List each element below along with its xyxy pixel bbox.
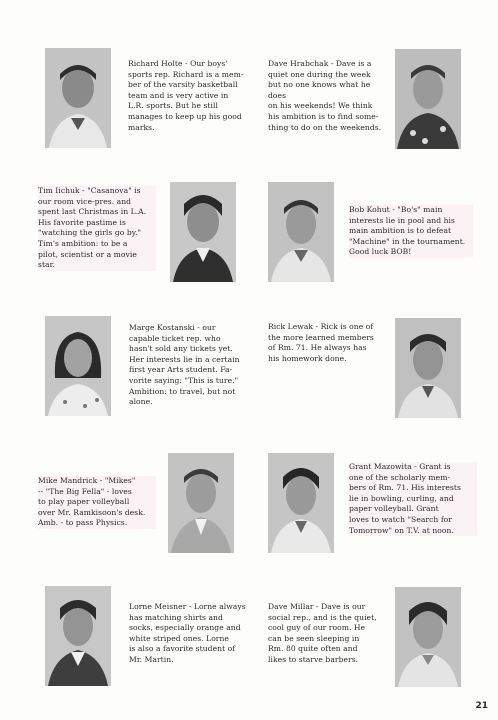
photo-dave-hrabchak <box>395 49 461 149</box>
page-number: 21 <box>475 701 488 711</box>
caption-grant-mazowita: Grant Mazowita - Grant is one of the scholarly mem- bers of Rm. 71. His interests lie in bowling, curling, and paper volleyball. Grant loves to watch "Search for Tomorrow" on T.V. at noon. <box>349 462 477 536</box>
photo-mike-mandrick <box>168 453 234 553</box>
photo-tim-iichuk <box>170 182 236 282</box>
caption-richard-holte: Richard Holte - Our boys' sports rep. Richard is a mem- ber of the varsity basketball team and is very active in L.R. sports. But he still manages to keep up his good marks. <box>128 59 244 132</box>
photo-bob-kohut <box>268 182 334 282</box>
caption-rick-lewak: Rick Lewak - Rick is one of the more learned members of Rm. 71. He always has his homework done. <box>268 322 374 363</box>
photo-richard-holte <box>45 48 111 148</box>
photo-grant-mazowita <box>268 453 334 553</box>
caption-lorne-meisner: Lorne Meisner - Lorne always has matching shirts and socks, especially orange and white striped ones. Lorne is also a favorite student of Mr. Martin. <box>129 602 246 664</box>
photo-marge-kostanski <box>45 316 111 416</box>
caption-tim-iichuk: Tim Iichuk - "Casanova" is our room vice-pres. and spent last Christmas in L.A. His favorite pastime is "watching the girls go by." Tim's ambition: to be a pilot, scientist or a movie star. <box>38 186 156 271</box>
caption-dave-hrabchak: Dave Hrabchak - Dave is a quiet one during the week but no one knows what he does on his weekends! We think his ambition is to find some- thing to do on the weekends. <box>268 59 382 132</box>
caption-marge-kostanski: Marge Kostanski - our capable ticket rep. who hasn't sold any tickets yet. Her interests lie in a certain first year Arts student. Fa- vorite saying: "This is ture." Ambition: to travel, but not alone. <box>129 323 240 407</box>
photo-dave-millar <box>395 587 461 687</box>
caption-dave-millar: Dave Millar - Dave is our social rep., and is the quiet, cool guy of our room. He can be seen sleeping in Rm. 80 quite often and likes to starve barbers. <box>268 602 377 664</box>
caption-mike-mandrick: Mike Mandrick - "Mikes" -- "The Big Fella" - loves to play paper volleyball over Mr. Ramkisoon's desk. Amb. - to pass Physics. <box>38 476 156 529</box>
photo-lorne-meisner <box>45 586 111 686</box>
caption-bob-kohut: Bob Kohut - "Bo's" main interests lie in pool and his main ambition is to defeat "Machine" in the tournament. Good luck BOB! <box>349 205 473 258</box>
photo-rick-lewak <box>395 318 461 418</box>
